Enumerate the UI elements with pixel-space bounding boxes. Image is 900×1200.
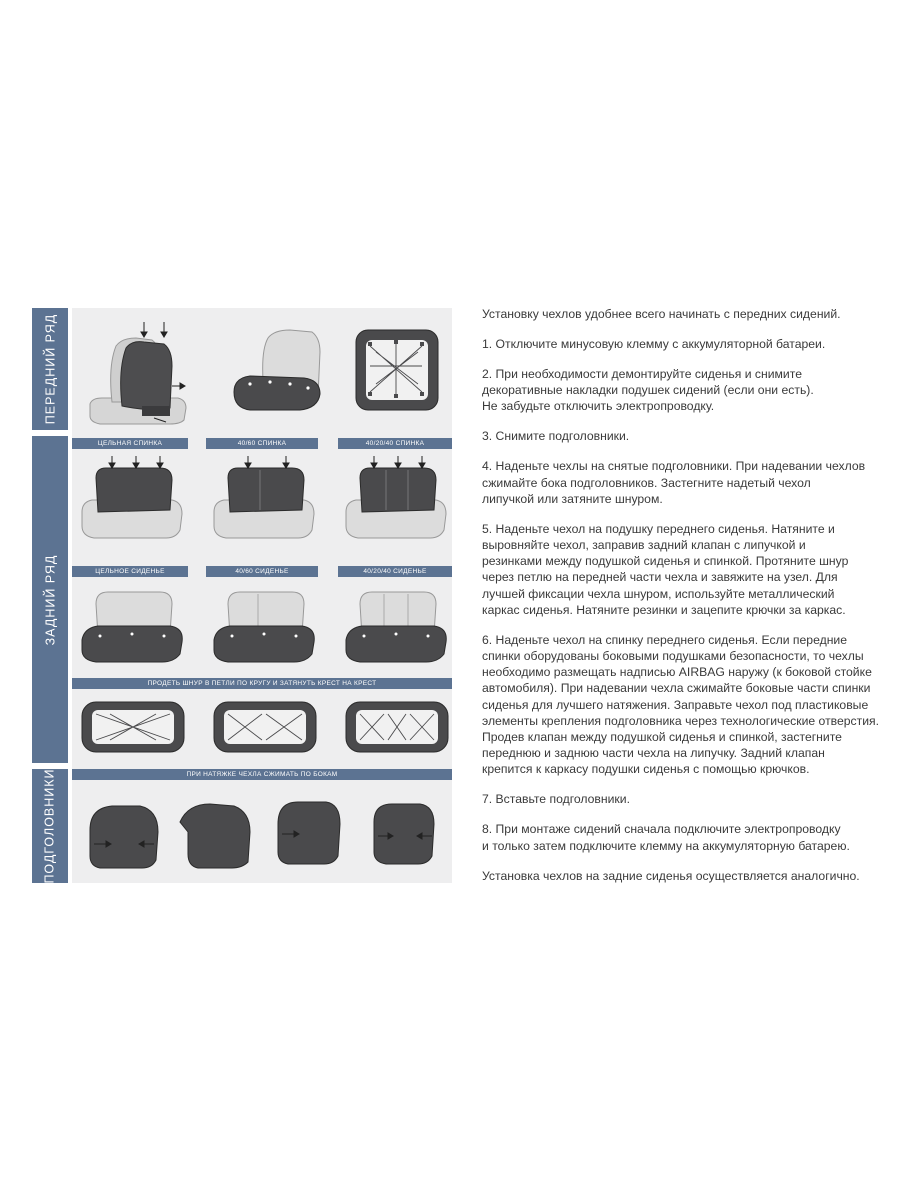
- headrest-3-illustration: [268, 794, 348, 872]
- instruction-step-6: 6. Наденьте чехол на спинку переднего сиденья. Если передние спинки оборудованы боковыми подушками безопасности, то чехлы необходимо размещать надписью AIRBAG наружу (к боковой стойке автомобиля). При надевании чехла сжимайте боковые части спинки сиденья для лучшего натяжения. Заправьте чехол под пластиковые элементы крепления подголовника через технологические отверстия. Продев клапан между подушкой сиденья и спинкой, застегните переднюю и заднюю части чехла на липучку. Задний клапан крепится к каркасу подушки сиденья с помощью крючков.: [482, 632, 880, 777]
- rear-solid-back-illustration: [76, 454, 188, 544]
- headrest-2-illustration: [174, 792, 258, 872]
- rear-40-60-back-illustration: [208, 454, 320, 544]
- instructions-text: [482, 306, 882, 898]
- front-seat-lacing-illustration: [352, 326, 442, 414]
- instruction-rear-note: Установка чехлов на задние сиденья осуществляется аналогично.: [482, 868, 860, 883]
- rear-solid-seat-illustration: [76, 584, 188, 674]
- lacing-40-20-40-illustration: [344, 700, 450, 758]
- headrests-tab: ПОДГОЛОВНИКИ: [32, 769, 68, 883]
- label-40-20-40-back: 40/20/40 СПИНКА: [338, 438, 452, 449]
- rear-40-20-40-seat-illustration: [340, 584, 452, 674]
- lacing-solid-illustration: [80, 700, 186, 758]
- instruction-step-7: 7. Вставьте подголовники.: [482, 792, 630, 807]
- label-solid-seat: ЦЕЛЬНОЕ СИДЕНЬЕ: [72, 566, 188, 577]
- label-40-60-seat: 40/60 СИДЕНЬЕ: [206, 566, 318, 577]
- front-seat-back-illustration: [82, 316, 192, 428]
- instruction-step-1: 1. Отключите минусовую клемму с аккумуляторной батареи.: [482, 337, 826, 351]
- label-solid-back: ЦЕЛЬНАЯ СПИНКА: [72, 438, 188, 449]
- label-40-60-back: 40/60 СПИНКА: [206, 438, 318, 449]
- instruction-intro: Установку чехлов удобнее всего начинать с передних сидений.: [482, 307, 841, 321]
- rear-40-20-40-back-illustration: [340, 454, 452, 544]
- lacing-40-60-illustration: [212, 700, 318, 758]
- rear-row-tab: ЗАДНИЙ РЯД: [32, 436, 68, 763]
- instruction-step-8: 8. При монтаже сидений сначала подключите электропроводку и только затем подключите клемму на аккумуляторную батарею.: [482, 822, 850, 853]
- front-seat-cushion-illustration: [220, 322, 330, 422]
- instruction-step-4: 4. Наденьте чехлы на снятые подголовники. При надевании чехлов сжимайте бока подголовников. Застегните надетый чехол липучкой или затяните шнуром.: [482, 459, 866, 506]
- instruction-step-3: 3. Снимите подголовники.: [482, 429, 630, 444]
- label-squeeze-instruction: ПРИ НАТЯЖКЕ ЧЕХЛА СЖИМАТЬ ПО БОКАМ: [72, 769, 452, 780]
- front-row-tab: ПЕРЕДНИЙ РЯД: [32, 308, 68, 430]
- label-lace-instruction: ПРОДЕТЬ ШНУР В ПЕТЛИ ПО КРУГУ И ЗАТЯНУТЬ КРЕСТ НА КРЕСТ: [72, 678, 452, 689]
- headrest-1-illustration: [82, 790, 170, 874]
- headrest-4-illustration: [364, 796, 444, 872]
- installation-diagram-panel: [32, 308, 452, 883]
- label-40-20-40-seat: 40/20/40 СИДЕНЬЕ: [338, 566, 452, 577]
- rear-40-60-seat-illustration: [208, 584, 320, 674]
- instruction-step-5: 5. Наденьте чехол на подушку переднего сиденья. Натяните и выровняйте чехол, заправив задний клапан с липучкой и резинками между подушкой сиденья и спинкой. Протяните шнур через петлю на передней части чехла и завяжите на узел. Для лучшей фиксации чехла шнуром, используйте металлический каркас сиденья. Натяните резинки и зацепите крючки за каркас.: [482, 521, 849, 617]
- instruction-step-2: 2. При необходимости демонтируйте сиденья и снимите декоративные накладки подушек сидений (если они есть). Не забудьте отключить электропроводку.: [482, 367, 814, 414]
